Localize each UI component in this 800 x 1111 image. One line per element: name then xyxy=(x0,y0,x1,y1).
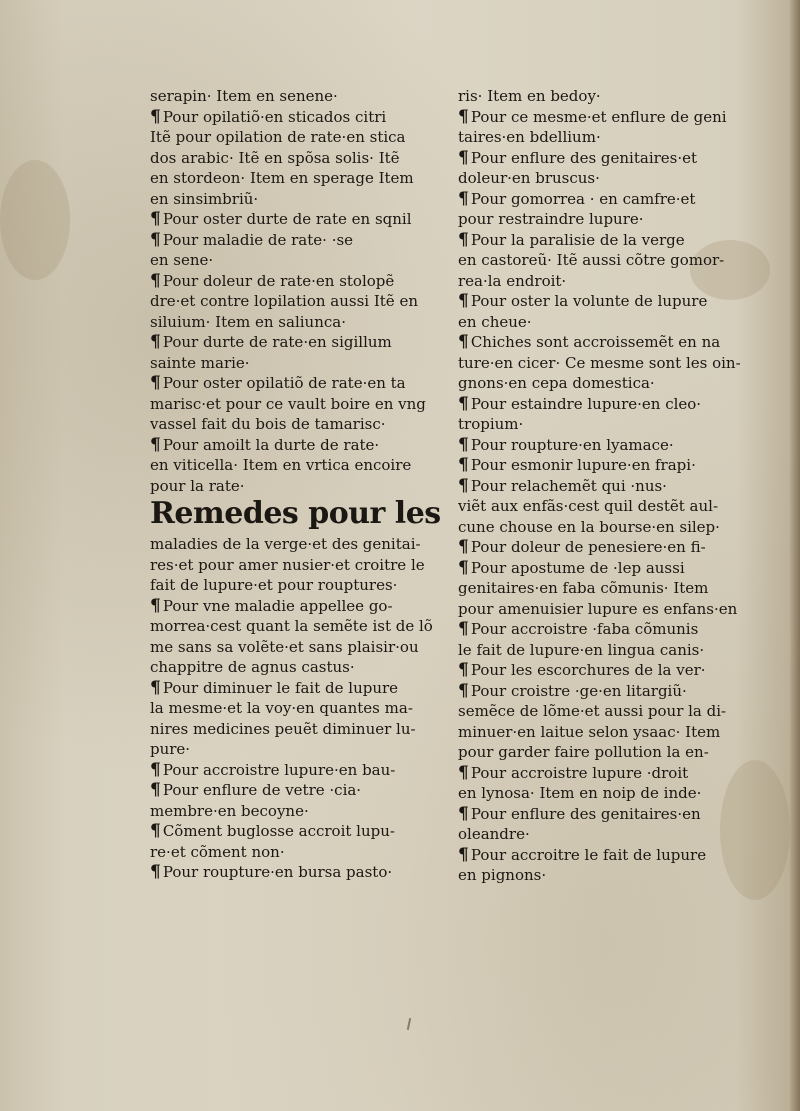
line-text: Pour oster opilatiõ de rate·en ta xyxy=(162,374,406,392)
text-line xyxy=(150,230,440,251)
text-line xyxy=(458,476,758,497)
line-text: Pour maladie de rate· ·se xyxy=(162,230,354,249)
pilcrow-icon: ¶ xyxy=(458,762,469,783)
pilcrow-icon: ¶ xyxy=(458,455,469,475)
line-text: Chiches sont accroissemẽt en na xyxy=(470,333,721,351)
line-text: en pignons· xyxy=(458,866,547,884)
text-line xyxy=(458,558,758,579)
line-text: Pour durte de rate·en sigillum xyxy=(162,333,392,351)
text-line xyxy=(458,148,758,169)
text-line xyxy=(150,821,440,842)
section-heading xyxy=(150,496,440,534)
pilcrow-icon: ¶ xyxy=(458,680,469,701)
text-line xyxy=(150,842,440,863)
pilcrow-icon: ¶ xyxy=(150,332,161,352)
pilcrow-icon: ¶ xyxy=(150,209,161,229)
line-text: rea·la endroit· xyxy=(458,271,567,290)
line-text: pour la rate· xyxy=(150,476,245,495)
pilcrow-icon: ¶ xyxy=(150,677,161,698)
line-text: membre·en becoyne· xyxy=(150,801,309,820)
text-line xyxy=(150,373,440,394)
line-text: Pour oster la volunte de lupure xyxy=(470,292,708,310)
text-line xyxy=(458,86,758,107)
text-line xyxy=(150,414,440,435)
line-text: Pour accroistre lupure ·droit xyxy=(470,763,689,782)
text-line xyxy=(458,537,758,558)
pilcrow-icon: ¶ xyxy=(150,373,161,393)
line-text: Pour opilatiõ·en sticados citri xyxy=(162,107,387,126)
text-line xyxy=(150,189,440,210)
text-line xyxy=(458,517,758,538)
line-text: le fait de lupure·en lingua canis· xyxy=(458,640,705,659)
line-text: genitaires·en faba cõmunis· Item xyxy=(458,579,709,597)
line-text: Pour les escorchures de la ver· xyxy=(470,661,706,679)
text-line xyxy=(458,291,758,312)
line-text: fait de lupure·et pour rouptures· xyxy=(150,576,398,594)
text-line xyxy=(458,824,758,845)
line-text: Pour estaindre lupure·en cleo· xyxy=(470,394,702,413)
text-line xyxy=(458,578,758,599)
text-line xyxy=(150,332,440,353)
page-edge xyxy=(790,0,800,1111)
line-text: en castoreũ· Itẽ aussi cõtre gomor- xyxy=(458,251,725,269)
line-text: chappitre de agnus castus· xyxy=(150,658,355,676)
text-line xyxy=(458,763,758,784)
pilcrow-icon: ¶ xyxy=(458,660,469,680)
text-line xyxy=(150,312,440,333)
line-text: maladies de la verge·et des genitai- xyxy=(150,535,421,553)
line-text: cune chouse en la bourse·en silep· xyxy=(458,517,720,536)
line-text: gnons·en cepa domestica· xyxy=(458,374,655,392)
line-text: dos arabic· Itẽ en spõsa solis· Itẽ xyxy=(150,148,400,167)
text-line xyxy=(458,168,758,189)
text-line xyxy=(458,845,758,866)
line-text: Pour roupture·en lyamace· xyxy=(470,435,674,454)
line-text: Pour enflure des genitaires·en xyxy=(470,804,701,823)
line-text: dre·et contre lopilation aussi Itẽ en xyxy=(150,292,418,310)
line-text: Pour vne maladie appellee go- xyxy=(162,596,393,615)
text-line xyxy=(150,780,440,801)
text-line xyxy=(458,271,758,292)
ink-mark xyxy=(407,1018,411,1030)
text-line xyxy=(150,698,440,719)
line-text: Pour roupture·en bursa pasto· xyxy=(162,863,393,881)
line-text: me sans sa volẽte·et sans plaisir·ou xyxy=(150,637,419,656)
pilcrow-icon: ¶ xyxy=(150,434,161,455)
line-text: Pour doleur de penesiere·en fi- xyxy=(470,538,706,556)
line-text: Itẽ pour opilation de rate·en stica xyxy=(150,128,406,146)
text-line xyxy=(150,107,440,128)
line-text: en stordeon· Item en sperage Item xyxy=(150,169,414,187)
pilcrow-icon: ¶ xyxy=(458,844,469,865)
text-line xyxy=(458,783,758,804)
text-line xyxy=(150,719,440,740)
line-text: semẽce de lõme·et aussi pour la di- xyxy=(458,702,727,720)
text-line xyxy=(458,353,758,374)
line-text: pure· xyxy=(150,740,191,758)
line-text: Pour enflure des genitaires·et xyxy=(470,148,698,167)
line-text: vassel fait du bois de tamarisc· xyxy=(150,415,386,433)
text-line xyxy=(458,394,758,415)
line-text: sainte marie· xyxy=(150,353,250,372)
pilcrow-icon: ¶ xyxy=(458,291,469,311)
text-line xyxy=(458,312,758,333)
paper-stain xyxy=(0,160,70,280)
text-line xyxy=(150,678,440,699)
text-line xyxy=(458,127,758,148)
text-line xyxy=(458,496,758,517)
line-text: viẽt aux enfãs·cest quil destẽt aul- xyxy=(458,497,719,515)
text-line xyxy=(458,250,758,271)
text-line xyxy=(150,271,440,292)
line-text: en sinsimbriũ· xyxy=(150,189,259,208)
text-line xyxy=(458,107,758,128)
pilcrow-icon: ¶ xyxy=(150,862,161,882)
line-text: Pour accroistre ·faba cõmunis xyxy=(470,620,699,638)
line-text: Pour croistre ·ge·en litargiũ· xyxy=(470,681,687,700)
text-column-left xyxy=(150,86,440,883)
text-line xyxy=(458,435,758,456)
pilcrow-icon: ¶ xyxy=(150,106,161,127)
text-line xyxy=(150,596,440,617)
text-line xyxy=(458,414,758,435)
line-text: doleur·en bruscus· xyxy=(458,169,600,187)
text-line xyxy=(150,637,440,658)
text-line xyxy=(458,599,758,620)
text-line xyxy=(458,209,758,230)
text-line xyxy=(458,722,758,743)
line-text: en sene· xyxy=(150,251,214,269)
text-line xyxy=(150,455,440,476)
text-line xyxy=(458,455,758,476)
pilcrow-icon: ¶ xyxy=(458,537,469,557)
line-text: Cõment buglosse accroit lupu- xyxy=(162,822,395,840)
text-line xyxy=(150,353,440,374)
line-text: Pour ce mesme·et enflure de geni xyxy=(470,107,727,126)
line-text: ture·en cicer· Ce mesme sont les oin- xyxy=(458,353,741,372)
line-text: la mesme·et la voy·en quantes ma- xyxy=(150,699,413,717)
line-text: taires·en bdellium· xyxy=(458,128,601,146)
line-text: pour restraindre lupure· xyxy=(458,210,644,228)
line-text: Pour accroistre lupure·en bau- xyxy=(162,760,396,779)
text-line xyxy=(458,230,758,251)
line-text: Pour enflure de vetre ·cia· xyxy=(162,781,362,799)
text-line xyxy=(458,332,758,353)
text-line xyxy=(458,681,758,702)
pilcrow-icon: ¶ xyxy=(458,332,469,352)
line-text: ris· Item en bedoy· xyxy=(458,87,601,105)
line-text: pour amenuisier lupure es enfans·en xyxy=(458,599,738,618)
pilcrow-icon: ¶ xyxy=(458,475,469,496)
line-text: Pour doleur de rate·en stolopẽ xyxy=(162,271,395,290)
pilcrow-icon: ¶ xyxy=(150,821,161,841)
text-line xyxy=(150,86,440,107)
line-text: Pour oster durte de rate en sqnil xyxy=(162,210,412,228)
text-line xyxy=(150,435,440,456)
text-line xyxy=(458,619,758,640)
text-line xyxy=(150,127,440,148)
text-line xyxy=(150,476,440,497)
line-text: Pour relachemẽt qui ·nus· xyxy=(470,476,667,495)
pilcrow-icon: ¶ xyxy=(458,106,469,127)
line-text: res·et pour amer nusier·et croitre le xyxy=(150,555,425,574)
text-line xyxy=(150,394,440,415)
line-text: Pour diminuer le fait de lupure xyxy=(162,678,399,697)
line-text: morrea·cest quant la semẽte ist de lõ xyxy=(150,617,433,635)
text-line xyxy=(458,373,758,394)
text-line xyxy=(458,865,758,886)
pilcrow-icon: ¶ xyxy=(458,393,469,414)
text-line xyxy=(150,534,440,555)
line-text: marisc·et pour ce vault boire en vng xyxy=(150,394,426,413)
line-text: nires medicines peuẽt diminuer lu- xyxy=(150,719,416,738)
line-text: re·et cõment non· xyxy=(150,842,285,861)
text-line xyxy=(458,660,758,681)
text-line xyxy=(150,291,440,312)
line-text: en viticella· Item en vrtica encoire xyxy=(150,456,412,474)
line-text: Pour gomorrea · en camfre·et xyxy=(470,189,696,208)
text-line xyxy=(150,555,440,576)
text-line xyxy=(458,742,758,763)
text-line xyxy=(150,801,440,822)
line-text: Pour apostume de ·lep aussi xyxy=(470,558,685,577)
line-text: tropium· xyxy=(458,415,524,433)
pilcrow-icon: ¶ xyxy=(150,270,161,291)
pilcrow-icon: ¶ xyxy=(150,759,161,780)
text-line xyxy=(150,168,440,189)
line-text: Pour esmonir lupure·en frapi· xyxy=(470,456,696,474)
pilcrow-icon: ¶ xyxy=(458,147,469,168)
line-text: Pour la paralisie de la verge xyxy=(470,230,685,249)
pilcrow-icon: ¶ xyxy=(458,188,469,209)
text-line xyxy=(150,250,440,271)
line-text: siluium· Item en saliunca· xyxy=(150,312,346,331)
text-line xyxy=(458,640,758,661)
pilcrow-icon: ¶ xyxy=(458,229,469,250)
pilcrow-icon: ¶ xyxy=(150,229,161,250)
text-line xyxy=(150,760,440,781)
line-text: en lynosa· Item en noip de inde· xyxy=(458,784,702,802)
pilcrow-icon: ¶ xyxy=(458,619,469,639)
pilcrow-icon: ¶ xyxy=(150,595,161,616)
line-text: Pour accroitre le fait de lupure xyxy=(470,845,707,864)
text-line xyxy=(150,148,440,169)
pilcrow-icon: ¶ xyxy=(458,434,469,455)
text-column-right xyxy=(458,86,758,886)
text-line xyxy=(150,862,440,883)
text-line xyxy=(150,575,440,596)
line-text: pour garder faire pollution la en- xyxy=(458,743,709,761)
line-text: oleandre· xyxy=(458,825,530,843)
text-line xyxy=(150,657,440,678)
line-text: minuer·en laitue selon ysaac· Item xyxy=(458,722,721,741)
text-line xyxy=(150,209,440,230)
pilcrow-icon: ¶ xyxy=(150,780,161,800)
line-text: Pour amoilt la durte de rate· xyxy=(162,435,380,454)
text-line xyxy=(458,189,758,210)
text-line xyxy=(150,616,440,637)
line-text: en cheue· xyxy=(458,312,532,331)
text-line xyxy=(150,739,440,760)
text-line xyxy=(458,804,758,825)
line-text: Remedes pour les xyxy=(150,496,441,531)
line-text: serapin· Item en senene· xyxy=(150,87,338,105)
pilcrow-icon: ¶ xyxy=(458,557,469,578)
text-line xyxy=(458,701,758,722)
pilcrow-icon: ¶ xyxy=(458,803,469,824)
